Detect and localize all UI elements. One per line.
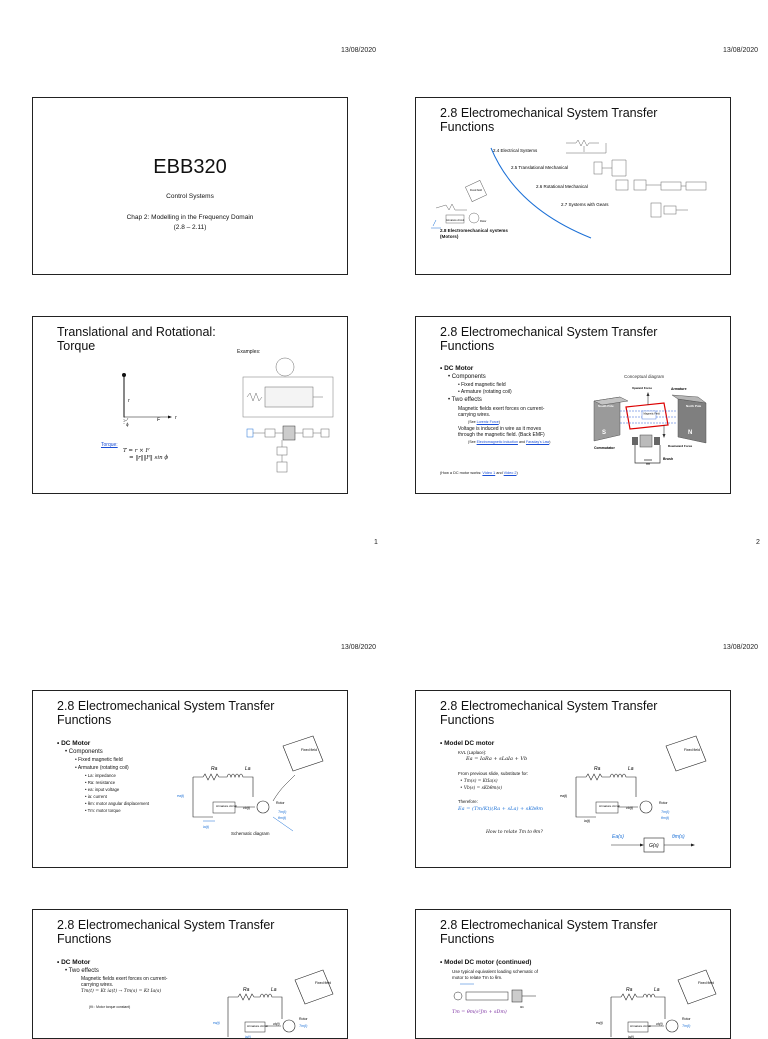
lorentz-ref: (See Lorentz Force): [468, 420, 500, 424]
svg-text:vb(t): vb(t): [273, 1022, 280, 1026]
svg-text:Tm(t): Tm(t): [299, 1024, 308, 1028]
faraday-link[interactable]: Faraday's Law: [525, 440, 550, 444]
torque-link[interactable]: Torque:: [101, 442, 118, 448]
course-code: EBB320: [153, 156, 227, 178]
bullet-comp1: • Fixed magnetic field: [75, 757, 123, 763]
svg-text:2.5 Translational Mechanical: 2.5 Translational Mechanical: [511, 165, 569, 170]
svg-text:South Pole: South Pole: [598, 404, 614, 408]
svg-text:Fixed field: Fixed field: [698, 981, 714, 985]
svg-text:Armature circuit: Armature circuit: [216, 804, 238, 808]
slide-two-effects: [32, 909, 348, 1039]
svg-text:vb(t): vb(t): [626, 806, 633, 810]
slide-title: [32, 97, 348, 275]
sub-eq-1: • Tm(s) = KtIa(s): [460, 779, 498, 784]
torque-equation-1: T = r × F: [123, 448, 150, 454]
svg-text:Ra: Ra: [243, 987, 250, 993]
svg-text:Downward Force: Downward Force: [668, 444, 693, 448]
slide-model-dc-motor: [415, 690, 731, 868]
svg-text:Rotor: Rotor: [276, 801, 285, 805]
svg-text:Armature circuit: Armature circuit: [446, 219, 465, 222]
svg-text:Rotor: Rotor: [299, 1017, 308, 1021]
svg-text:La: La: [245, 766, 251, 772]
slide-title-text: 2.8 Electromechanical System Transfer Functions: [57, 918, 275, 946]
svg-text:ϕ: ϕ: [126, 422, 129, 427]
svg-text:Fixed field: Fixed field: [315, 981, 331, 985]
chapter-range: (2.8 – 2.11): [173, 224, 207, 231]
slide-date: 13/08/2020: [341, 47, 377, 54]
svg-text:Magnetic Field: Magnetic Field: [643, 412, 660, 416]
load-equation: Tm = θm(s²Jm + sDm): [452, 1010, 507, 1015]
slide-title-text: 2.8 Electromechanical System Transfer Functions: [440, 918, 658, 946]
kvl-equation: Ea = IaRa + sLaIa + Vb: [466, 756, 528, 762]
sub-bullet: • θm: motor angular displacement: [85, 801, 150, 806]
svg-text:vb(t): vb(t): [656, 1022, 663, 1026]
svg-text:Armature circuit: Armature circuit: [630, 1024, 652, 1028]
svg-text:θm(s): θm(s): [672, 834, 685, 840]
schematic-label: Schematic diagram: [231, 831, 270, 836]
svg-text:Upward Force: Upward Force: [632, 386, 653, 390]
svg-text:Ra: Ra: [594, 766, 601, 772]
result-equation: Ea = (Tm/Kt)(Ra + sLa) + sKbθm: [458, 806, 544, 812]
svg-text:2.7 Systems with Gears: 2.7 Systems with Gears: [561, 202, 609, 207]
svg-text:θm(t): θm(t): [661, 816, 670, 820]
sub-eq-2: • Vb(s) = sKbθm(s): [460, 786, 503, 791]
bullet-comp1: • Fixed magnetic field: [458, 382, 506, 388]
equivalent-loading-text: Use typical equivalent loading schematic of motor to relate Tm to θm.: [452, 969, 539, 980]
bullet-two-effects: • Two effects: [448, 397, 482, 403]
bullet-components: • Components: [65, 749, 103, 755]
svg-text:Fixed field: Fixed field: [470, 189, 482, 192]
induction-ref: (See Electromagnetic Induction and Faraday's Law): [468, 440, 551, 444]
induction-link[interactable]: Electromagnetic Induction: [476, 440, 518, 444]
overview-diagram: [416, 98, 731, 275]
slide-overview: [415, 97, 731, 275]
therefore-label: Therefore:: [458, 799, 478, 804]
examples-label: Examples:: [237, 349, 261, 355]
svg-text:Brush: Brush: [663, 457, 674, 461]
svg-text:Fixed field: Fixed field: [684, 748, 700, 752]
svg-text:Rotor: Rotor: [480, 220, 487, 223]
sub-bullet: • ia: current: [85, 794, 107, 799]
svg-text:Fixed field: Fixed field: [301, 748, 317, 752]
slide-title-text: Translational and Rotational: Torque: [57, 325, 216, 353]
lorentz-link[interactable]: Lorentz Force: [476, 420, 499, 424]
bullet-comp2: • Armature (rotating coil): [75, 765, 129, 771]
svg-text:vb(t): vb(t): [243, 806, 250, 810]
question-text: How to relate Tm to θm?: [486, 830, 543, 835]
bullet-dc-motor: • DC Motor: [57, 959, 91, 966]
conceptual-label: Conceptual diagram: [624, 374, 665, 379]
video1-link[interactable]: Video 1: [482, 471, 496, 475]
slide-title-text: 2.8 Electromechanical System Transfer Functions: [440, 325, 658, 353]
slide-model-continued: [415, 909, 731, 1039]
svg-text:2.6 Rotational Mechanical: 2.6 Rotational Mechanical: [536, 184, 588, 189]
video-ref: (How a DC motor works: Video 1 and Video 2): [440, 471, 518, 475]
slide-dc-motor-intro: [415, 316, 731, 494]
page-number: 2: [756, 539, 760, 546]
sub-bullet: • Tm: motor torque: [85, 808, 121, 813]
slide-date: 13/08/2020: [341, 644, 377, 651]
svg-text:La: La: [654, 987, 660, 993]
slide-date: 13/08/2020: [723, 644, 759, 651]
svg-text:Armature circuit: Armature circuit: [247, 1024, 269, 1028]
slide-dc-motor-components: [32, 690, 348, 868]
from-prev-label: From previous slide, substitute for:: [458, 771, 529, 776]
sub-bullet: • ea: input voltage: [85, 787, 120, 792]
svg-text:Armature: Armature: [671, 387, 687, 391]
svg-text:ea(t): ea(t): [596, 1021, 603, 1025]
motor-schematic-and-block: [416, 691, 731, 868]
svg-text:Ea(s): Ea(s): [612, 834, 624, 840]
effect-1: Magnetic fields exert forces on current- carrying wires.: [458, 406, 545, 418]
bullet-dc-motor: • DC Motor: [57, 740, 91, 747]
svg-text:r: r: [175, 415, 177, 421]
slide-title-text: 2.8 Electromechanical System Transfer Functions: [440, 106, 658, 134]
svg-text:North Pole: North Pole: [686, 404, 702, 408]
svg-text:Armature circuit: Armature circuit: [599, 804, 621, 808]
page-number: 1: [374, 539, 378, 546]
motor-schematic: [33, 691, 348, 868]
effect-1: Magnetic fields exert forces on current- carrying wires.: [81, 976, 168, 988]
slide-date: 13/08/2020: [723, 47, 759, 54]
svg-text:θm: θm: [520, 1005, 525, 1009]
bullet-model: • Model DC motor: [440, 740, 495, 747]
bullet-dc-motor: • DC Motor: [440, 365, 474, 372]
svg-text:r: r: [128, 398, 130, 404]
sub-bullet: • Ra: resistance: [85, 780, 116, 785]
svg-text:La: La: [271, 987, 277, 993]
svg-text:Commutator: Commutator: [594, 446, 615, 450]
bullet-two-effects: • Two effects: [65, 968, 99, 974]
kvl-label: KVL (Laplace):: [458, 750, 487, 755]
motor-schematic: [33, 910, 348, 1039]
svg-text:G(s): G(s): [649, 843, 659, 849]
bullet-comp2: • Armature (rotating coil): [458, 389, 512, 395]
svg-text:ea(t): ea(t): [177, 794, 185, 798]
svg-text:ia(t): ia(t): [245, 1035, 251, 1039]
svg-text:ia(t): ia(t): [203, 825, 210, 829]
bullet-components: • Components: [448, 374, 486, 380]
svg-text:ia(t): ia(t): [628, 1035, 634, 1039]
slide-title-text: 2.8 Electromechanical System Transfer Functions: [57, 699, 275, 727]
svg-text:Rotor: Rotor: [659, 801, 668, 805]
svg-text:La: La: [628, 766, 634, 772]
svg-text:N: N: [688, 430, 693, 436]
course-name: Control Systems: [166, 193, 214, 200]
svg-text:2.4 Electrical Systems: 2.4 Electrical Systems: [493, 148, 538, 153]
svg-text:Tm(t): Tm(t): [682, 1024, 691, 1028]
svg-text:ea(t): ea(t): [213, 1021, 220, 1025]
torque-constant-note: (Kt : Motor torque constant): [89, 1005, 131, 1009]
torque-equation-2: = ‖r‖‖F‖ sin ϕ: [129, 455, 169, 461]
torque-constant-eq: Tm(t) = Kt ia(t) → Tm(s) = Kt Ia(s): [81, 989, 162, 994]
sub-bullet: • La: impedance: [85, 773, 116, 778]
slide-title-text: 2.8 Electromechanical System Transfer Functions: [440, 699, 658, 727]
equivalent-load-and-schematic: [416, 910, 731, 1039]
bullet-model-continued: • Model DC motor (continued): [440, 959, 532, 966]
video2-link[interactable]: Video 2: [503, 471, 517, 475]
svg-text:ea(t): ea(t): [560, 794, 568, 798]
torque-diagram: [33, 317, 348, 494]
svg-text:Rotor: Rotor: [682, 1017, 691, 1021]
svg-text:Ra: Ra: [626, 987, 633, 993]
svg-text:θm(t): θm(t): [278, 816, 287, 820]
svg-text:ia(t): ia(t): [584, 819, 591, 823]
dc-motor-conceptual-diagram: [416, 317, 731, 494]
effect-2: Voltage is induced in wire as it moves through the magnetic field. (Back EMF): [458, 426, 545, 438]
svg-text:S: S: [602, 430, 607, 436]
svg-text:Tm(t): Tm(t): [661, 810, 670, 814]
svg-text:F: F: [157, 417, 161, 423]
slide-torque: [32, 316, 348, 494]
chapter-title: Chap 2: Modelling in the Frequency Domain: [126, 214, 254, 221]
svg-text:Tm(t): Tm(t): [278, 810, 287, 814]
svg-text:Ra: Ra: [211, 766, 218, 772]
overview-bottom-label: 2.8 Electromechanical systems (Motors): [440, 228, 508, 239]
